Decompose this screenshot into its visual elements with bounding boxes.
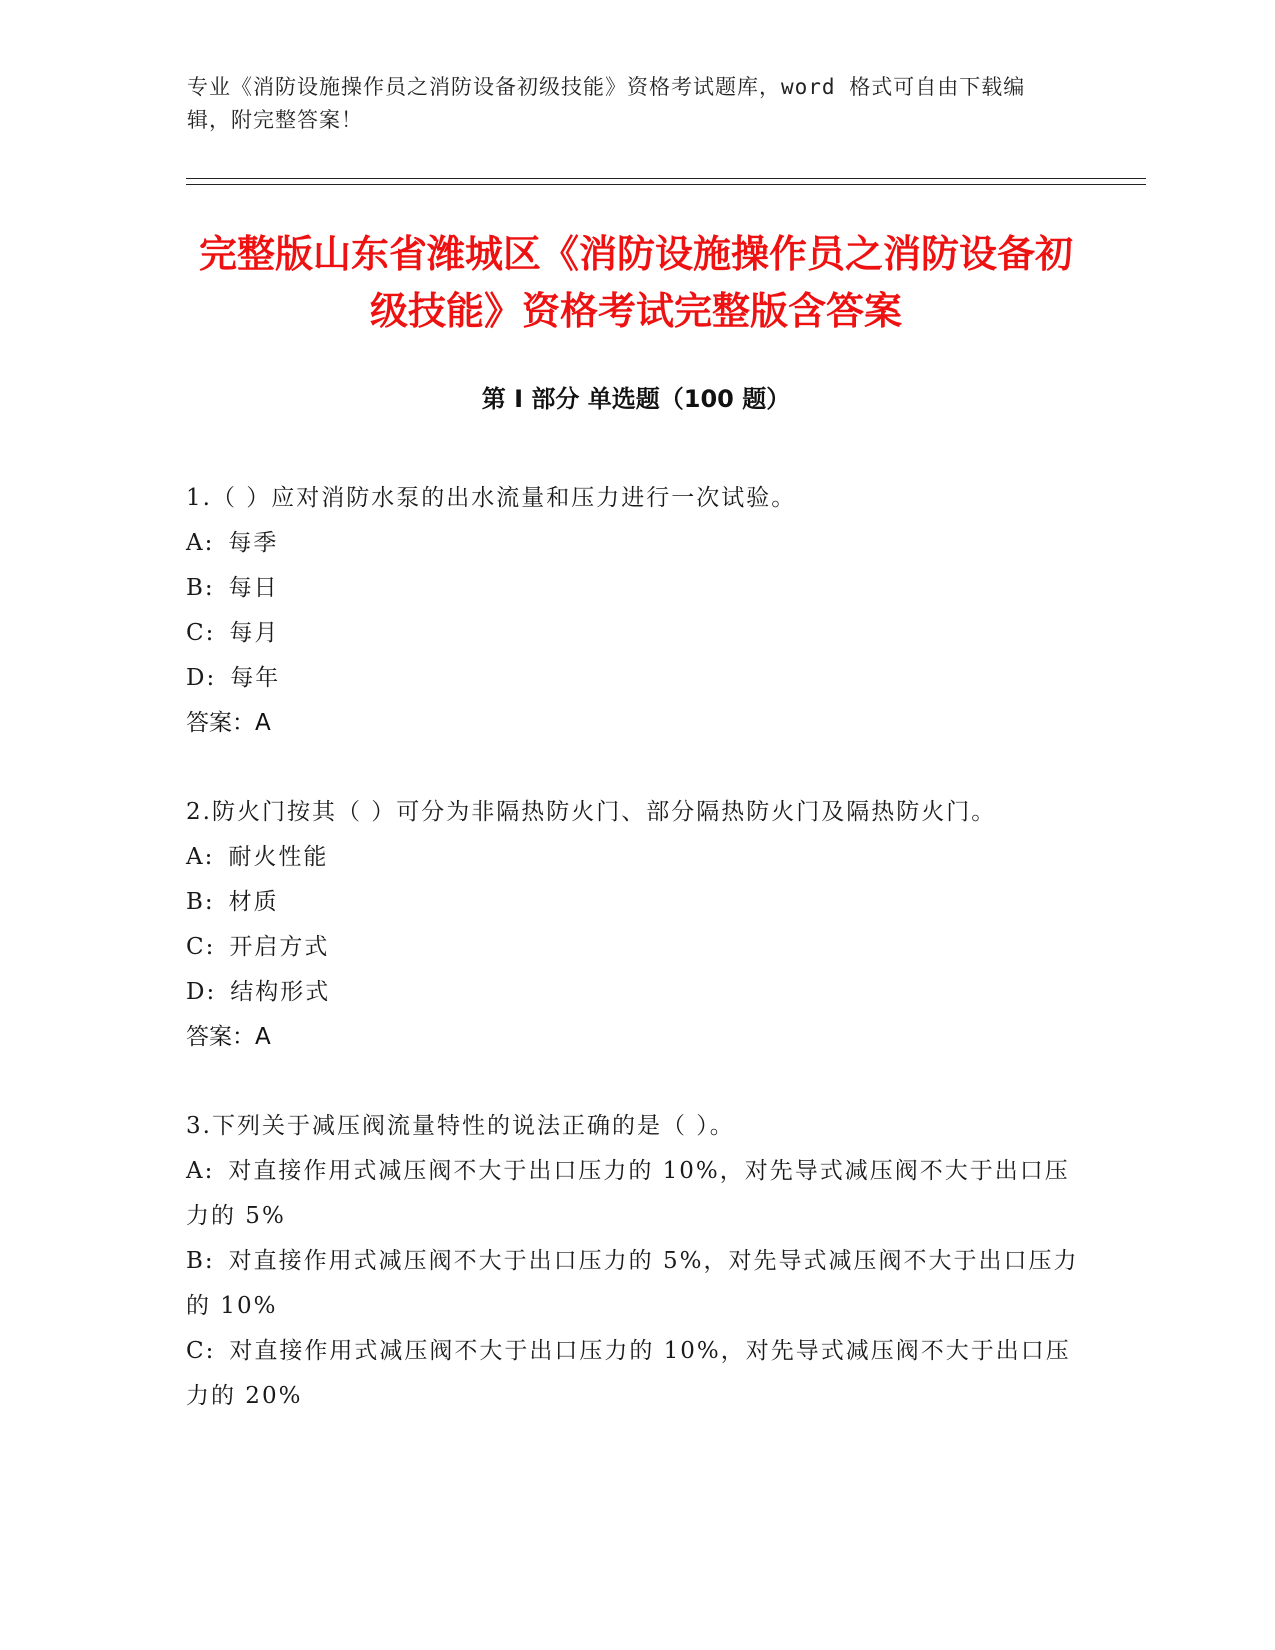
option-text: 每年 — [230, 665, 281, 691]
option-c — [186, 1329, 1086, 1419]
option-text: 每季 — [228, 530, 279, 556]
section-heading: 第 I 部分 单选题（100 题） — [481, 385, 791, 413]
question-2 — [186, 790, 1086, 1060]
option-text: 开启方式 — [229, 934, 330, 960]
option-letter: B: — [186, 889, 215, 915]
answer-line: 答案：A — [186, 710, 271, 736]
question-stem: 2.防火门按其（ ）可分为非隔热防火门、部分隔热防火门及隔热防火门。 — [186, 799, 997, 825]
header-divider-bottom — [186, 184, 1146, 185]
question-1 — [186, 476, 1086, 746]
option-b — [186, 566, 1086, 611]
option-text: 对直接作用式减压阀不大于出口压力的 10%，对先导式减压阀不大于出口压力的 20% — [186, 1338, 1071, 1409]
question-stem: 3.下列关于减压阀流量特性的说法正确的是（ ）。 — [186, 1113, 735, 1139]
question-stem: 1.（ ）应对消防水泵的出水流量和压力进行一次试验。 — [186, 485, 797, 511]
option-d — [186, 656, 1086, 701]
option-letter: C: — [186, 934, 216, 960]
option-c — [186, 611, 1086, 656]
header-note: 专业《消防设施操作员之消防设备初级技能》资格考试题库，word 格式可自由下载编辑，附完整答案！ — [187, 75, 1026, 132]
option-letter: D: — [186, 665, 217, 691]
option-letter: A: — [186, 530, 215, 556]
option-a — [186, 1149, 1086, 1239]
header-divider-top — [186, 178, 1146, 179]
option-a — [186, 521, 1086, 566]
option-text: 耐火性能 — [228, 844, 329, 870]
option-b — [186, 1239, 1086, 1329]
option-letter: A: — [186, 844, 215, 870]
question-list — [186, 476, 1086, 1463]
option-d — [186, 970, 1086, 1015]
option-a — [186, 835, 1086, 880]
option-letter: B: — [186, 575, 215, 601]
option-letter: A: — [186, 1158, 215, 1184]
option-text: 结构形式 — [230, 979, 331, 1005]
option-b — [186, 880, 1086, 925]
option-text: 对直接作用式减压阀不大于出口压力的 5%，对先导式减压阀不大于出口压力的 10% — [186, 1248, 1079, 1319]
option-text: 材质 — [228, 889, 279, 915]
option-letter: C: — [186, 1338, 216, 1364]
option-c — [186, 925, 1086, 970]
question-3 — [186, 1104, 1086, 1419]
document-title: 完整版山东省潍城区《消防设施操作员之消防设备初级技能》资格考试完整版含答案 — [198, 232, 1073, 333]
option-text: 每月 — [229, 620, 280, 646]
option-text: 每日 — [228, 575, 279, 601]
answer-line: 答案：A — [186, 1024, 271, 1050]
option-letter: C: — [186, 620, 216, 646]
option-letter: D: — [186, 979, 217, 1005]
option-letter: B: — [186, 1248, 215, 1274]
option-text: 对直接作用式减压阀不大于出口压力的 10%，对先导式减压阀不大于出口压力的 5% — [186, 1158, 1070, 1229]
